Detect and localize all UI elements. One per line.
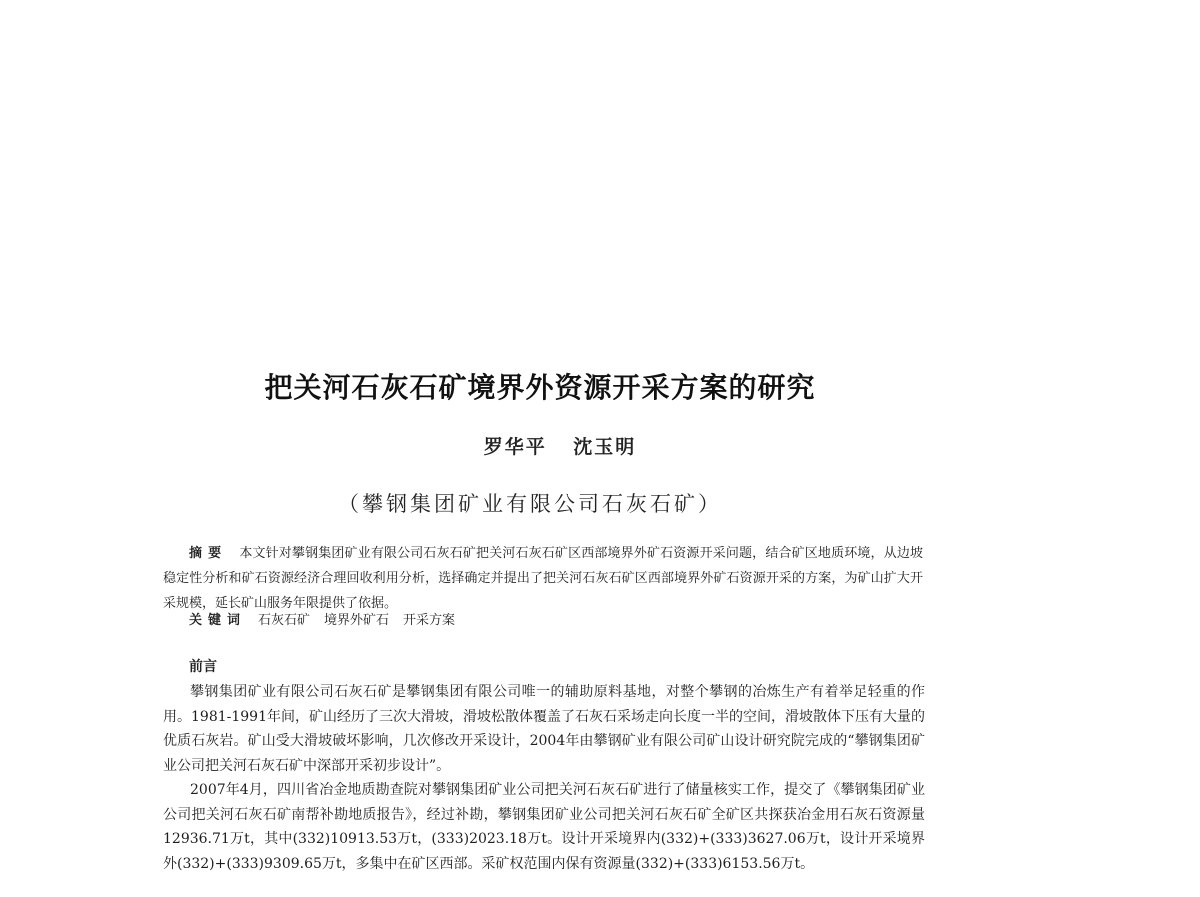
- paper-title: 把关河石灰石矿境界外资源开采方案的研究: [264, 371, 816, 404]
- keyword-item: 开采方案: [403, 613, 456, 628]
- paper-authors: 罗华平 沈玉明: [483, 436, 637, 458]
- section-heading-preface: 前言: [189, 659, 217, 675]
- keyword-item: 石灰石矿: [258, 613, 311, 628]
- body-paragraph: 2007年4月，四川省冶金地质勘查院对攀钢集团矿业公司把关河石灰石矿进行了储量核实工作，提交了《攀钢集团矿业公司把关河石灰石矿南帮补勘地质报告》，经过补勘，攀钢集团矿业公司把关河石灰石矿全矿区共探获冶金用石灰石资源量12936.71万t，其中(332)10913.53万t，(333)2023.18万t。设计开采境界内(332)+(333)3627.06万t，设计开采境界外(332)+(333)9309.65万t，多集中在矿区西部。采矿权范围内保有资源量(332)+(333)6153.56万t。: [163, 782, 925, 872]
- keywords-label: 关键词: [189, 613, 247, 628]
- keywords: [163, 608, 923, 633]
- abstract-label: 摘要: [189, 546, 228, 561]
- body-paragraph: 攀钢集团矿业有限公司石灰石矿是攀钢集团有限公司唯一的辅助原料基地，对整个攀钢的冶炼生产有着举足轻重的作用。1981-1991年间，矿山经历了三次大滑坡，滑坡松散体覆盖了石灰石采场走向长度一半的空间，滑坡散体下压有大量的优质石灰岩。矿山受大滑坡破坏影响，几次修改开采设计，2004年由攀钢矿业有限公司矿山设计研究院完成的“攀钢集团矿业公司把关河石灰石矿中深部开采初步设计”。: [163, 684, 925, 774]
- keyword-item: 境界外矿石: [324, 613, 390, 628]
- paper-affiliation: （攀钢集团矿业有限公司石灰石矿）: [338, 492, 722, 516]
- abstract: [163, 541, 923, 616]
- abstract-text: 本文针对攀钢集团矿业有限公司石灰石矿把关河石灰石矿区西部境界外矿石资源开采问题，结合矿区地质环境，从边坡稳定性分析和矿石资源经济合理回收利用分析，选择确定并提出了把关河石灰石矿区西部境界外矿石资源开采的方案，为矿山扩大开采规模，延长矿山服务年限提供了依据。: [163, 546, 923, 611]
